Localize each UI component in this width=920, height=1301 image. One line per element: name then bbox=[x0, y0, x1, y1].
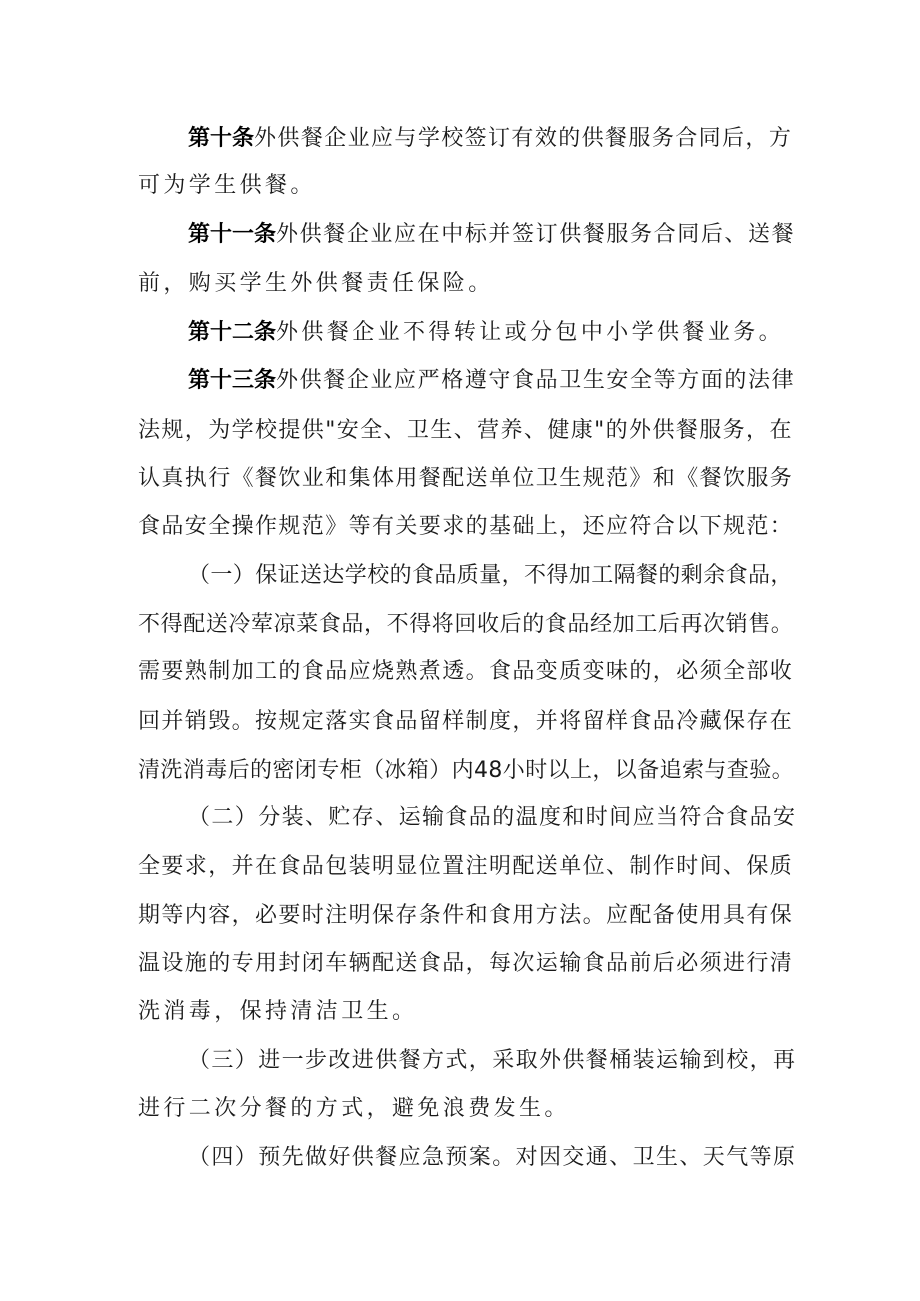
article-10-line-2: 可为学生供餐。 bbox=[138, 173, 316, 198]
item-1-line-1: （一）保证送达学校的食品质量，不得加工隔餐的剩余食品， bbox=[188, 563, 793, 588]
article-12-line-1 bbox=[188, 318, 784, 348]
article-12-text: 外供餐企业不得转让或分包中小学供餐业务。 bbox=[276, 320, 785, 345]
item-2-line-3: 期等内容，必要时注明保存条件和食用方法。应配备使用具有保 bbox=[138, 903, 794, 928]
article-12-label: 第十二条 bbox=[188, 320, 277, 345]
item-1-line-2: 不得配送冷荤凉菜食品，不得将回收后的食品经加工后再次销售。 bbox=[138, 612, 794, 637]
article-13-line-1 bbox=[188, 366, 795, 396]
article-13-line-3: 认真执行《餐饮业和集体用餐配送单位卫生规范》和《餐饮服务 bbox=[138, 466, 794, 491]
item-2-line-5: 洗消毒，保持清洁卫生。 bbox=[138, 999, 418, 1024]
item-4-line-1: （四）预先做好供餐应急预案。对因交通、卫生、天气等原 bbox=[188, 1145, 797, 1170]
item-3-line-2: 进行二次分餐的方式，避免浪费发生。 bbox=[138, 1096, 570, 1121]
article-13-line-2: 法规，为学校提供"安全、卫生、营养、健康"的外供餐服务，在 bbox=[138, 418, 793, 443]
article-10-line-1 bbox=[188, 124, 792, 154]
article-13-label: 第十三条 bbox=[188, 368, 277, 393]
item-2-line-4: 温设施的专用封闭车辆配送食品，每次运输食品前后必须进行清 bbox=[138, 951, 794, 976]
item-1-line-3: 需要熟制加工的食品应烧熟煮透。食品变质变味的，必须全部收 bbox=[138, 659, 794, 684]
item-2-line-1: （二）分装、贮存、运输食品的温度和时间应当符合食品安 bbox=[188, 805, 797, 830]
article-13-line-4: 食品安全操作规范》等有关要求的基础上，还应符合以下规范： bbox=[138, 514, 794, 539]
item-3-line-1: （三）进一步改进供餐方式，采取外供餐桶装运输到校，再 bbox=[188, 1048, 797, 1073]
article-11-line-2: 前，购买学生外供餐责任保险。 bbox=[138, 271, 494, 296]
article-11-line-1 bbox=[188, 220, 795, 250]
item-2-line-2: 全要求，并在食品包装明显位置注明配送单位、制作时间、保质 bbox=[138, 854, 794, 879]
article-11-label: 第十一条 bbox=[188, 222, 277, 247]
article-10-label: 第十条 bbox=[188, 126, 255, 151]
item-1-line-5: 清洗消毒后的密闭专柜（冰箱）内48小时以上，以备追索与查验。 bbox=[138, 758, 794, 783]
article-11-text: 外供餐企业应在中标并签订供餐服务合同后、送餐 bbox=[276, 222, 796, 247]
article-10-text: 外供餐企业应与学校签订有效的供餐服务合同后，方 bbox=[254, 126, 793, 151]
item-1-line-4: 回并销毁。按规定落实食品留样制度，并将留样食品冷藏保存在 bbox=[138, 709, 794, 734]
article-13-text: 外供餐企业应严格遵守食品卫生安全等方面的法律 bbox=[276, 368, 796, 393]
